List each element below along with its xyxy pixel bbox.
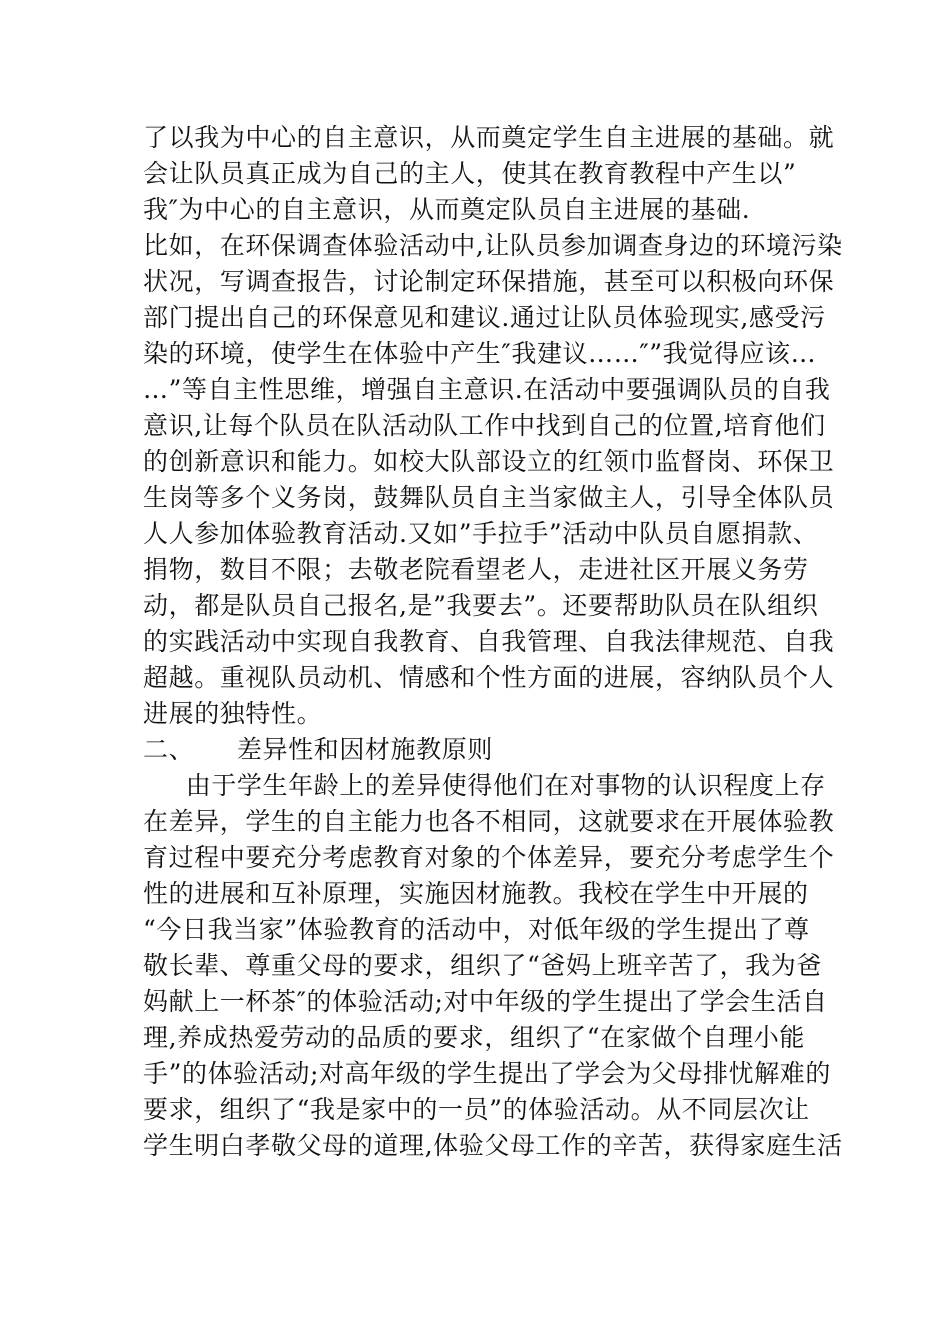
text-line: 我″为中心的自主意识，从而奠定队员自主进展的基础.	[143, 195, 751, 224]
text-line: 理,养成热爱劳动的品质的要求，组织了“在家做个自理小能	[143, 1023, 805, 1052]
text-line: 学生明白孝敬父母的道理,体验父母工作的辛苦，获得家庭生活	[143, 1131, 843, 1160]
text-line: 捐物，数目不限；去敬老院看望老人，走进社区开展义务劳	[143, 555, 809, 584]
text-line: “今日我当家”体验教育的活动中，对低年级的学生提出了尊	[143, 915, 810, 944]
text-line: 超越。重视队员动机、情感和个性方面的进展，容纳队员个人	[143, 663, 835, 692]
text-line: 要求，组织了“我是家中的一员”的体验活动。从不同层次让	[143, 1095, 810, 1124]
text-line: 由于学生年龄上的差异使得他们在对事物的认识程度上存	[143, 771, 826, 800]
text-line: 手”的体验活动;对高年级的学生提出了学会为父母排忧解难的	[143, 1059, 832, 1088]
text-line: 比如，在环保调查体验活动中,让队员参加调查身边的环境污染	[143, 231, 843, 260]
text-line: 生岗等多个义务岗，鼓舞队员自主当家做主人，引导全体队员	[143, 483, 835, 512]
text-line: 染的环境，使学生在体验中产生″我建议……″”我觉得应该…	[143, 339, 817, 368]
text-line: 状况，写调查报告，讨论制定环保措施，甚至可以积极向环保	[143, 267, 835, 296]
text-line: 进展的独特性。	[143, 699, 323, 728]
text-line: 人人参加体验教育活动.又如”手拉手”活动中队员自愿捐款、	[143, 519, 819, 548]
text-line: 育过程中要充分考虑教育对象的个体差异，要充分考虑学生个	[143, 843, 835, 872]
text-line: 会让队员真正成为自己的主人，使其在教育教程中产生以”	[143, 159, 797, 188]
text-line: 了以我为中心的自主意识，从而奠定学生自主进展的基础。就	[143, 123, 835, 152]
text-line: 的实践活动中实现自我教育、自我管理、自我法律规范、自我	[143, 627, 835, 656]
text-line: 在差异，学生的自主能力也各不相同，这就要求在开展体验教	[143, 807, 835, 836]
text-line: 动，都是队员自己报名,是”我要去”。还要帮助队员在队组织	[143, 591, 819, 620]
text-line: …”等自主性思维，增强自主意识.在活动中要强调队员的自我	[143, 375, 831, 404]
text-line: 性的进展和互补原理，实施因材施教。我校在学生中开展的	[143, 879, 809, 908]
section-heading: 二、 差异性和因材施教原则	[143, 735, 493, 764]
text-line: 妈献上一杯茶″的体验活动;对中年级的学生提出了学会生活自	[143, 987, 828, 1016]
text-line: 部门提出自己的环保意见和建议.通过让队员体验现实,感受污	[143, 303, 826, 332]
text-line: 的创新意识和能力。如校大队部设立的红领巾监督岗、环保卫	[143, 447, 835, 476]
text-line: 意识,让每个队员在队活动队工作中找到自己的位置,培育他们	[143, 411, 826, 440]
text-line: 敬长辈、尊重父母的要求，组织了“爸妈上班辛苦了，我为爸	[143, 951, 822, 980]
